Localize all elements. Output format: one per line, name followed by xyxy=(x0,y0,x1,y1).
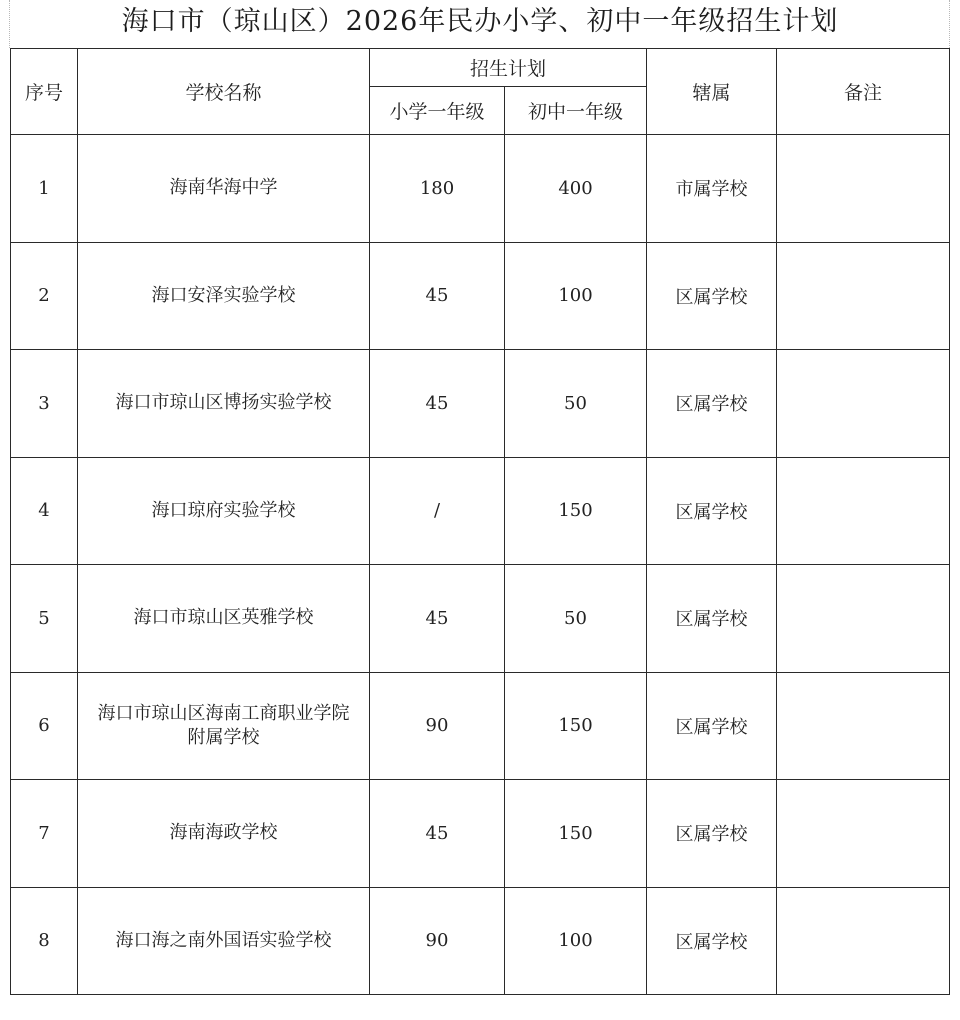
row-affiliation: 区属学校 xyxy=(647,350,777,458)
row-index: 8 xyxy=(11,887,78,995)
row-primary-count: 45 xyxy=(370,565,505,673)
page-title: 海口市（琼山区）2026年民办小学、初中一年级招生计划 xyxy=(121,6,839,37)
row-school-name: 海南海政学校 xyxy=(78,780,370,888)
row-affiliation: 区属学校 xyxy=(647,887,777,995)
row-remarks xyxy=(777,135,950,243)
row-junior-count: 50 xyxy=(505,350,647,458)
row-affiliation: 区属学校 xyxy=(647,672,777,780)
enrollment-plan-table xyxy=(10,48,950,995)
row-index: 2 xyxy=(11,242,78,350)
row-index: 5 xyxy=(11,565,78,673)
row-affiliation: 区属学校 xyxy=(647,242,777,350)
row-school-name: 海南华海中学 xyxy=(78,135,370,243)
row-primary-count: 180 xyxy=(370,135,505,243)
header-row-1 xyxy=(11,49,950,87)
row-primary-count: 45 xyxy=(370,242,505,350)
header-school-name: 学校名称 xyxy=(78,49,370,135)
header-junior-grade1: 初中一年级 xyxy=(505,87,647,135)
row-school-name: 海口市琼山区博扬实验学校 xyxy=(78,350,370,458)
row-primary-count: 45 xyxy=(370,780,505,888)
row-index: 1 xyxy=(11,135,78,243)
row-remarks xyxy=(777,780,950,888)
table-row xyxy=(11,135,950,243)
row-school-name: 海口琼府实验学校 xyxy=(78,457,370,565)
row-affiliation: 市属学校 xyxy=(647,135,777,243)
row-remarks xyxy=(777,672,950,780)
header-index: 序号 xyxy=(11,49,78,135)
row-junior-count: 150 xyxy=(505,457,647,565)
table-header xyxy=(11,49,950,135)
row-affiliation: 区属学校 xyxy=(647,457,777,565)
table-row xyxy=(11,887,950,995)
row-remarks xyxy=(777,457,950,565)
row-school-name: 海口安泽实验学校 xyxy=(78,242,370,350)
table-body xyxy=(11,135,950,995)
row-remarks xyxy=(777,887,950,995)
table-row xyxy=(11,780,950,888)
table-row xyxy=(11,457,950,565)
row-remarks xyxy=(777,565,950,673)
row-primary-count: / xyxy=(370,457,505,565)
header-remarks: 备注 xyxy=(777,49,950,135)
table-row xyxy=(11,672,950,780)
row-primary-count: 90 xyxy=(370,887,505,995)
row-affiliation: 区属学校 xyxy=(647,780,777,888)
row-junior-count: 150 xyxy=(505,672,647,780)
table-row xyxy=(11,565,950,673)
row-index: 3 xyxy=(11,350,78,458)
row-junior-count: 50 xyxy=(505,565,647,673)
row-school-name: 海口市琼山区英雅学校 xyxy=(78,565,370,673)
header-primary-grade1: 小学一年级 xyxy=(370,87,505,135)
row-junior-count: 150 xyxy=(505,780,647,888)
row-junior-count: 100 xyxy=(505,242,647,350)
row-index: 7 xyxy=(11,780,78,888)
header-plan-group: 招生计划 xyxy=(370,49,647,87)
row-remarks xyxy=(777,242,950,350)
table-row xyxy=(11,350,950,458)
row-primary-count: 45 xyxy=(370,350,505,458)
row-junior-count: 400 xyxy=(505,135,647,243)
row-school-name: 海口海之南外国语实验学校 xyxy=(78,887,370,995)
row-primary-count: 90 xyxy=(370,672,505,780)
row-index: 4 xyxy=(11,457,78,565)
row-remarks xyxy=(777,350,950,458)
row-index: 6 xyxy=(11,672,78,780)
row-junior-count: 100 xyxy=(505,887,647,995)
row-affiliation: 区属学校 xyxy=(647,565,777,673)
row-school-name: 海口市琼山区海南工商职业学院附属学校 xyxy=(78,672,370,780)
header-affiliation: 辖属 xyxy=(647,49,777,135)
table-row xyxy=(11,242,950,350)
